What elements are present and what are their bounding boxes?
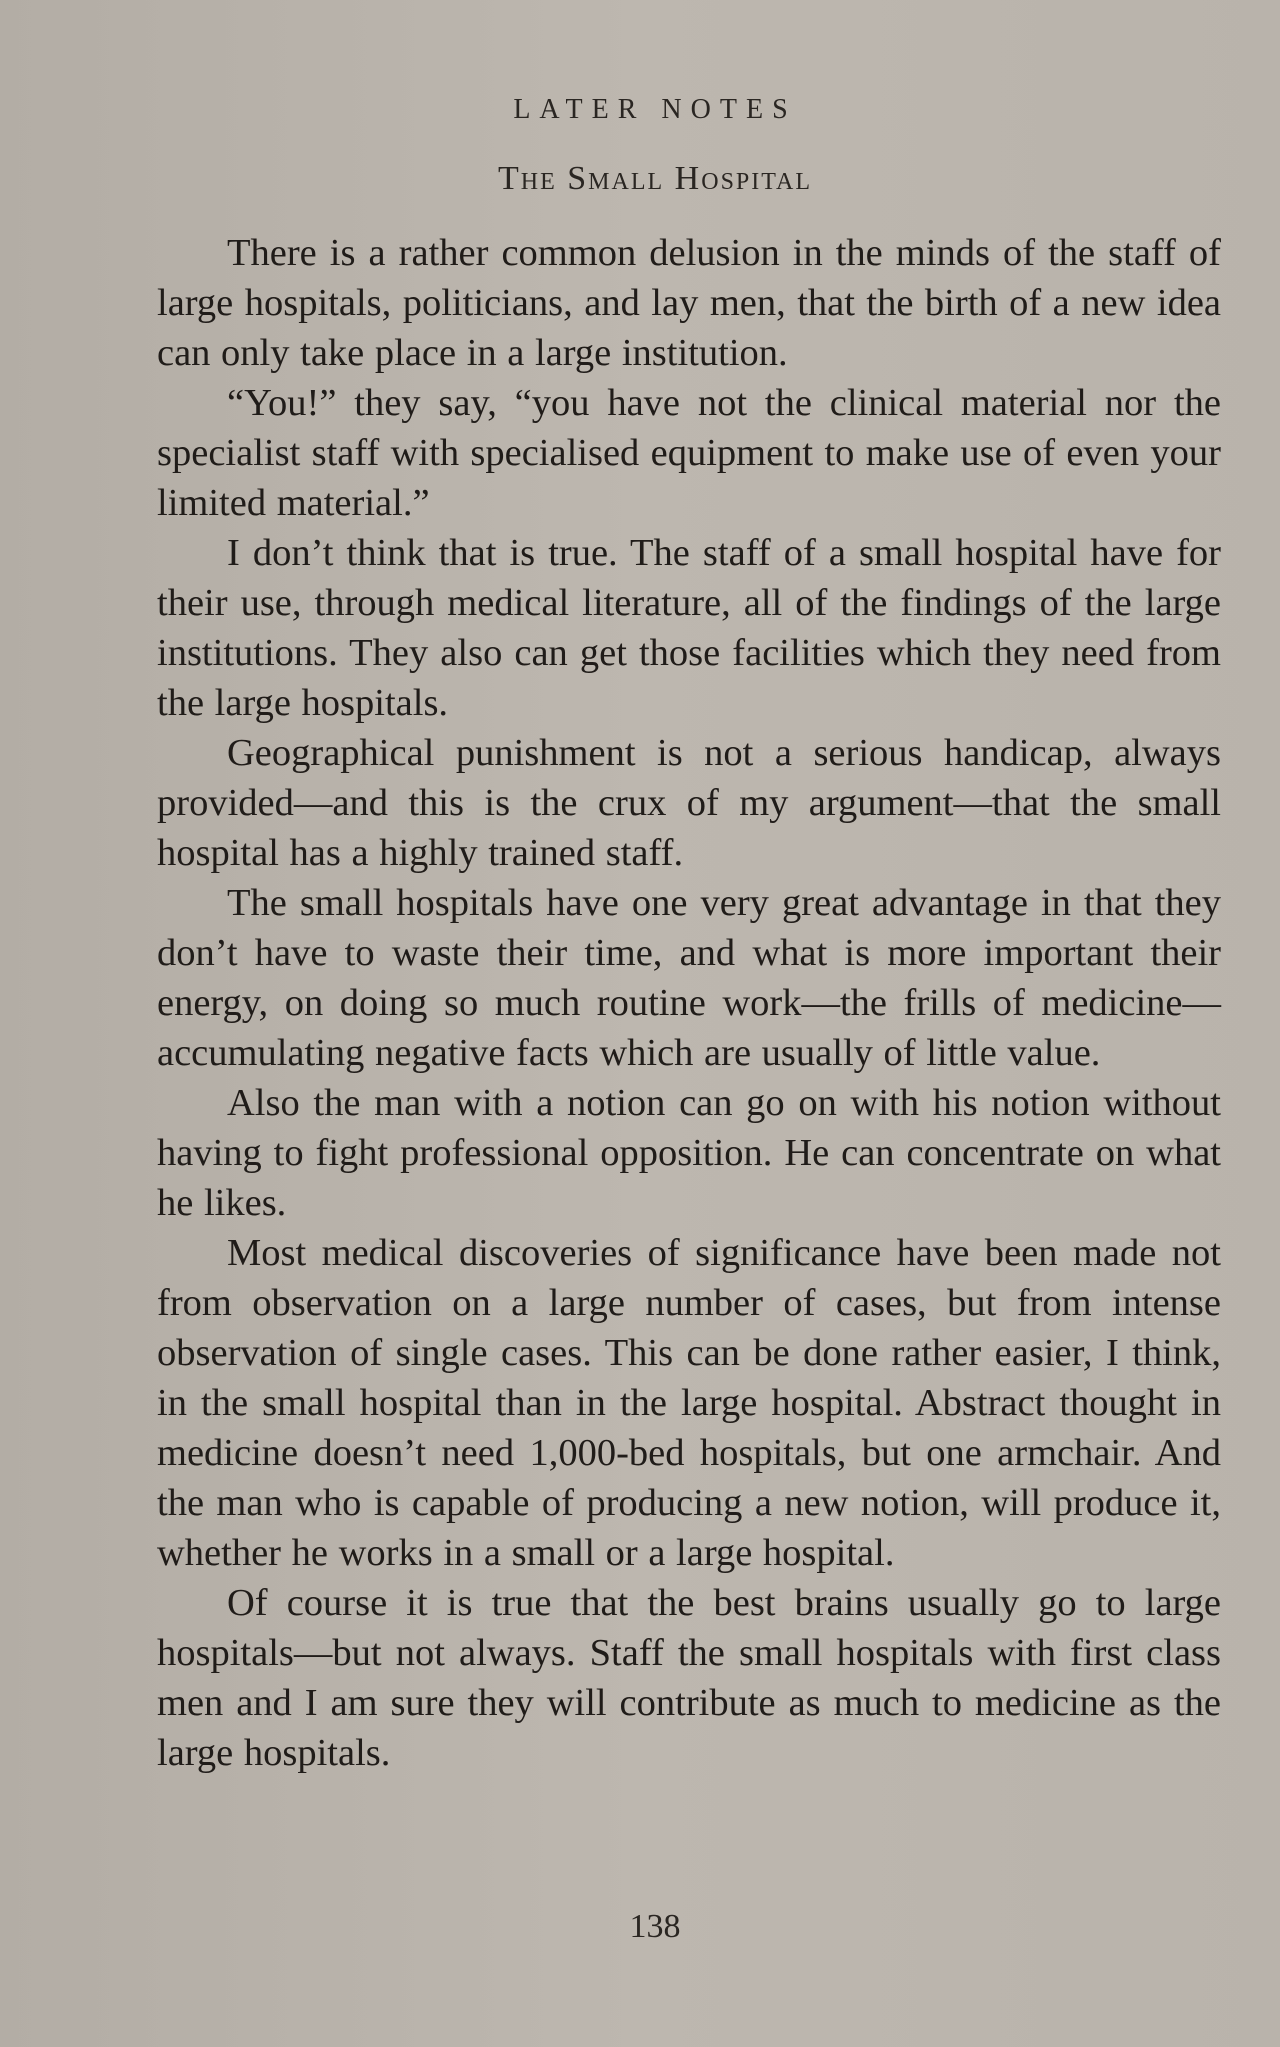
body-text [157,228,1221,1778]
paragraph-2: “You!” they say, “you have not the clinical material nor the specialist staff with specialised equipment to make use of even your limited material.” [157,382,1221,524]
paragraph-7: Most medical discoveries of significance have been made not from observation on a large number of cases, but from intense observation of single cases. This can be done rather easier, I think, in the small hospital than in the large hospital. Abstract thought in medicine doesn’t need 1,000-bed hospitals, but one armchair. And the man who is capable of producing a new notion, will produce it, whether he works in a small or a large hospital. [157,1232,1221,1574]
paragraph-4: Geographical punishment is not a serious handicap, always provided—and this is the crux of my argument—that the small hospital has a highly trained staff. [157,732,1221,874]
section-title: The Small Hospital [498,160,812,197]
page-number: 138 [629,1908,681,1945]
paragraph-6: Also the man with a notion can go on with his notion without having to fight professional opposition. He can concentrate on what he likes. [157,1082,1221,1224]
paragraph-1: There is a rather common delusion in the minds of the staff of large hospitals, politicians, and lay men, that the birth of a new idea can only take place in a large institution. [157,232,1221,374]
paragraph-5: The small hospitals have one very great advantage in that they don’t have to waste their time, and what is more important their energy, on doing so much routine work—the frills of medicine—accumulating negative facts which are usually of little value. [157,882,1221,1074]
paragraph-8: Of course it is true that the best brains usually go to large hospitals—but not always. Staff the small hospitals with first class men and I am sure they will contribute as much to medicine as the large hospitals. [157,1582,1221,1774]
paragraph-3: I don’t think that is true. The staff of a small hospital have for their use, through medical literature, all of the findings of the large institutions. They also can get those facilities which they need from the large hospitals. [157,532,1221,724]
running-head: LATER NOTES [513,94,797,125]
